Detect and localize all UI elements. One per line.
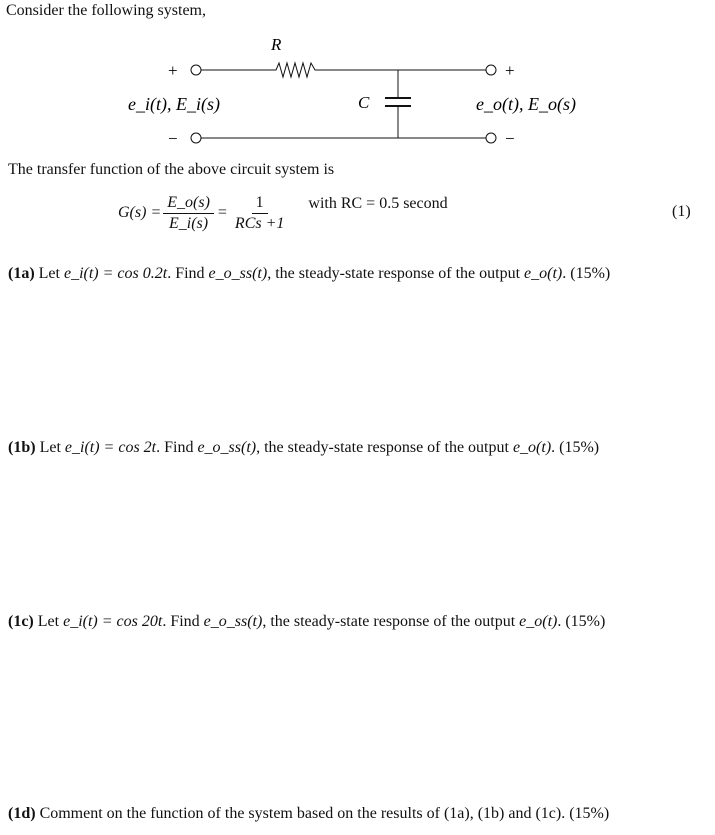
transfer-function-equation: [118, 190, 448, 236]
input-expression: e_i(t) = cos 20t: [63, 613, 163, 630]
input-minus-sign: −: [168, 129, 178, 148]
question-1a: (1a) Let e_i(t) = cos 0.2t. Find e_o_ss(t), the steady-state response of the output e_o(t). (15%): [8, 265, 611, 282]
output-minus-sign: −: [505, 129, 515, 148]
output-expression: e_o(t): [512, 439, 552, 456]
input-expression: e_i(t) = cos 2t: [64, 439, 157, 456]
input-minus-terminal: [191, 133, 201, 143]
eq-denominator-ei: E_i(s): [169, 214, 209, 232]
eq-numerator-one: 1: [252, 194, 268, 214]
equation-number: (1): [672, 203, 691, 220]
output-expression: e_o(t): [519, 613, 558, 630]
input-plus-sign: +: [168, 61, 178, 80]
input-expression: e_i(t) = cos 0.2t: [63, 265, 168, 282]
output-plus-terminal: [486, 65, 496, 75]
resistor-label: R: [271, 35, 282, 54]
output-plus-sign: +: [505, 61, 515, 80]
intro-text: Consider the following system,: [6, 2, 206, 19]
eq-lhs: G(s) =: [118, 204, 162, 221]
question-1b: (1b) Let e_i(t) = cos 2t. Find e_o_ss(t), the steady-state response of the output e_o(t). (15%): [8, 439, 600, 456]
question-label: (1a): [8, 265, 35, 282]
eq-denominator-rcs: RCs +1: [234, 214, 285, 232]
output-expression: e_o(t): [524, 265, 563, 282]
input-plus-terminal: [191, 65, 201, 75]
steady-state-output: e_o_ss(t): [197, 439, 257, 456]
resistor-symbol: [272, 63, 320, 77]
question-label: (1d): [8, 805, 36, 822]
tf-intro-text: The transfer function of the above circuit system is: [8, 161, 335, 178]
fraction-rc: [231, 194, 288, 233]
question-1d: [8, 805, 609, 823]
eq-condition: with RC = 0.5 second: [308, 195, 448, 212]
question-text: Comment on the function of the system based on the results of (1a), (1b) and (1c). (15%): [39, 805, 610, 822]
rc-circuit-diagram: [0, 28, 715, 158]
input-signal-label: e_i(t), E_i(s): [128, 94, 220, 114]
capacitor-label: C: [358, 93, 370, 112]
steady-state-output: e_o_ss(t): [208, 265, 268, 282]
question-label: (1b): [8, 439, 36, 456]
steady-state-output: e_o_ss(t): [203, 613, 263, 630]
eq-equals-sign: =: [217, 204, 227, 221]
question-label: (1c): [8, 613, 34, 630]
output-minus-terminal: [486, 133, 496, 143]
question-1c: (1c) Let e_i(t) = cos 20t. Find e_o_ss(t), the steady-state response of the output e_o(t). (15%): [8, 613, 606, 630]
eq-numerator-eo: E_o(s): [163, 194, 214, 214]
fraction-e-ratio: [163, 194, 214, 233]
output-signal-label: e_o(t), E_o(s): [476, 94, 576, 114]
